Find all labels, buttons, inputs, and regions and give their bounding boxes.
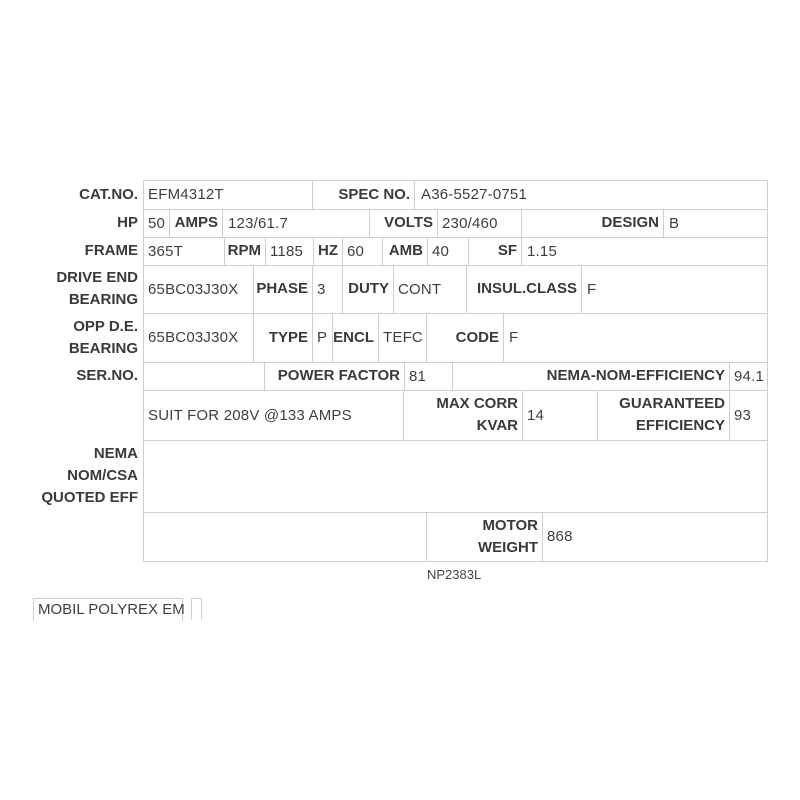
lubricant-text: MOBIL POLYREX EM: [38, 601, 185, 618]
lubricant-divider: [201, 598, 202, 620]
amps-value: 123/61.7: [222, 209, 370, 237]
volts-label: VOLTS: [369, 209, 433, 237]
drive-end-bearing-label: [40, 265, 138, 313]
opp-de-bearing-value: 65BC03J30X: [143, 313, 253, 362]
frame-value: 365T: [143, 237, 224, 265]
plate-code: NP2383L: [427, 567, 482, 582]
code-value: F: [503, 313, 767, 362]
encl-label: ENCL: [332, 313, 374, 362]
sf-value: 1.15: [521, 237, 767, 265]
max-corr-kvar-value: 14: [522, 390, 597, 440]
ser-no-value: [143, 362, 264, 390]
frame-label: FRAME: [84, 242, 138, 259]
nema-quoted-eff-label: [40, 440, 138, 512]
power-factor-value: 81: [404, 362, 452, 390]
code-label: CODE: [426, 313, 499, 362]
hp-value: 50: [143, 209, 169, 237]
volts-value: 230/460: [437, 209, 521, 237]
drive-end-bearing-label-line2: BEARING: [68, 291, 138, 308]
amb-value: 40: [427, 237, 468, 265]
max-corr-kvar-label: [403, 390, 518, 440]
opp-de-bearing-label: [40, 313, 138, 362]
nema-quoted-eff-label-line1: NEMA: [93, 445, 138, 462]
spec-no-label: SPEC NO.: [312, 180, 410, 209]
max-corr-kvar-label-line1: MAX CORR: [436, 395, 518, 412]
motor-weight-label: [426, 512, 538, 561]
nema-nom-efficiency-label: NEMA-NOM-EFFICIENCY: [452, 362, 725, 390]
drive-end-bearing-value: 65BC03J30X: [143, 265, 253, 313]
guaranteed-efficiency-label-line2: EFFICIENCY: [635, 417, 725, 434]
blank-cell: [143, 512, 427, 561]
hz-value: 60: [342, 237, 382, 265]
spec-no-value: A36-5527-0751: [414, 180, 761, 209]
drive-end-bearing-label-line1: DRIVE END: [56, 269, 138, 286]
max-corr-kvar-label-line2: KVAR: [476, 417, 518, 434]
guaranteed-efficiency-value: 93: [729, 390, 768, 440]
insul-class-value: F: [581, 265, 767, 313]
nema-nom-efficiency-value: 94.1: [729, 362, 768, 390]
motor-weight-label-line1: MOTOR: [482, 516, 538, 534]
rpm-label: RPM: [224, 237, 261, 265]
voltage-note: SUIT FOR 208V @133 AMPS: [143, 390, 403, 440]
amps-label: AMPS: [169, 209, 218, 237]
phase-value: 3: [312, 265, 342, 313]
design-value: B: [663, 209, 759, 237]
sf-label: SF: [468, 237, 517, 265]
guaranteed-efficiency-label: [597, 390, 725, 440]
row-divider: [143, 561, 767, 562]
type-value: P: [312, 313, 332, 362]
duty-value: CONT: [393, 265, 466, 313]
hz-label: HZ: [313, 237, 338, 265]
ser-no-label: SER.NO.: [76, 367, 138, 384]
lubricant-divider: [191, 598, 201, 599]
motor-weight-label-line2: WEIGHT: [478, 538, 538, 556]
nema-quoted-eff-label-line3: QUOTED EFF: [41, 489, 138, 506]
insul-class-label: INSUL.CLASS: [466, 265, 577, 313]
rpm-value: 1185: [265, 237, 313, 265]
lubricant-box: [33, 598, 203, 620]
encl-value: TEFC: [378, 313, 426, 362]
hp-label: HP: [117, 214, 138, 231]
motor-weight-value: 868: [542, 512, 767, 561]
power-factor-label: POWER FACTOR: [264, 362, 400, 390]
opp-de-bearing-label-line2: BEARING: [68, 339, 138, 357]
nema-quoted-eff-label-line2: NOM/CSA: [67, 467, 138, 484]
duty-label: DUTY: [342, 265, 389, 313]
amb-label: AMB: [382, 237, 423, 265]
guaranteed-efficiency-label-line1: GUARANTEED: [619, 395, 725, 412]
type-label: TYPE: [253, 313, 308, 362]
cat-no-label: CAT.NO.: [79, 185, 138, 203]
cat-no-value: EFM4312T: [143, 180, 312, 209]
nema-quoted-eff-value: [143, 440, 768, 512]
lubricant-divider: [191, 598, 192, 620]
phase-label: PHASE: [253, 265, 308, 313]
opp-de-bearing-label-line1: OPP D.E.: [73, 317, 138, 335]
design-label: DESIGN: [521, 209, 659, 237]
